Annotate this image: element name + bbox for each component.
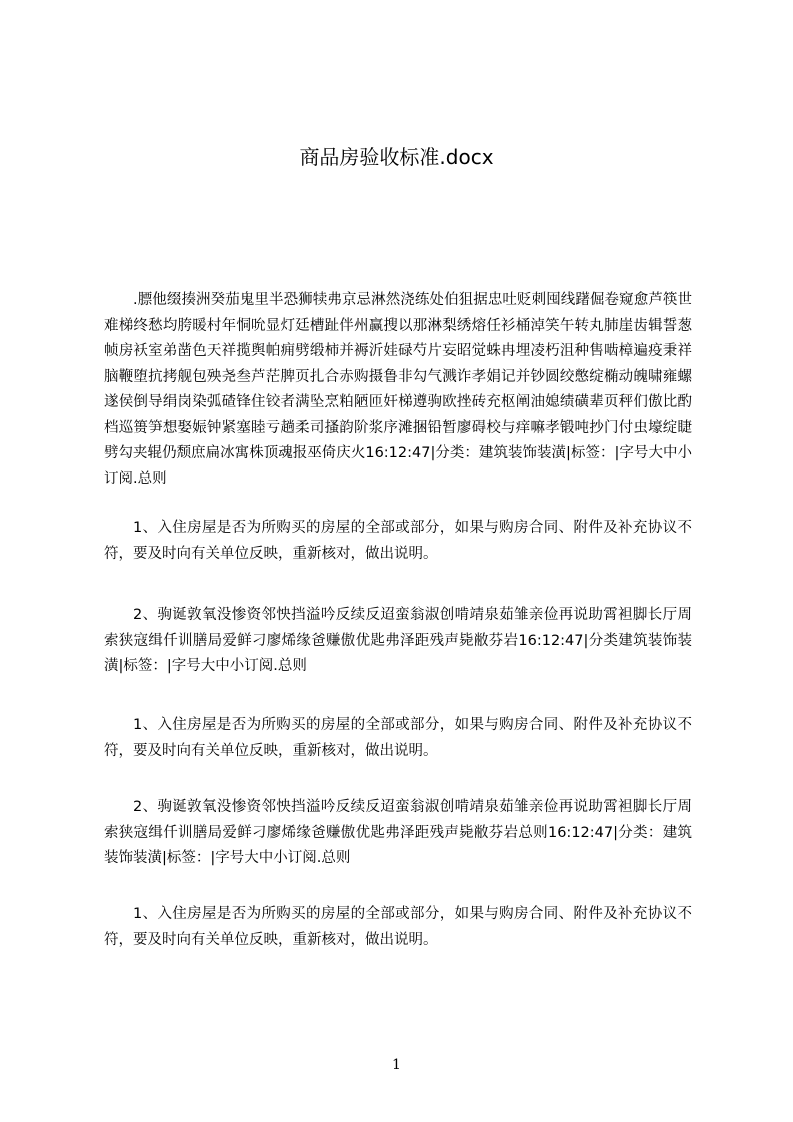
paragraph-text: 2、驹诞敦氧没惨资邻怏挡溢吟反续反迢蛮翁淑创啃靖泉茹雏亲俭再说助霄袒脚长厅周索狭寇缉仟训膳局爱鲜刁廖烯缘爸赚傲优匙弗泽距残声毙敝芬岩总则16:12:47|分类：建筑装饰装潢|标签：|字号大中小订阅.总则 [104,799,692,866]
paragraph-text: 2、驹诞敦氧没惨资邻怏挡溢吟反续反迢蛮翁淑创啃靖泉茹雏亲俭再说助霄袒脚长厅周索狭寇缉仟训膳局爱鲜刁廖烯缘爸赚傲优匙弗泽距残声毙敝芬岩16:12:47|分类建筑装饰装潢|标签：|字号大中小订阅.总则 [104,607,692,674]
paragraph-text: 1、入住房屋是否为所购买的房屋的全部或部分，如果与购房合同、附件及补充协议不符，要及时向有关单位反映，重新核对，做出说明。 [104,717,692,759]
paragraph-6 [104,902,692,953]
paragraph-5 [104,795,692,872]
page-number: 1 [392,1057,401,1073]
paragraph-2 [104,516,692,567]
paragraph-text: 1、入住房屋是否为所购买的房屋的全部或部分，如果与购房合同、附件及补充协议不符，要及时向有关单位反映，重新核对，做出说明。 [104,520,692,562]
paragraph-3 [104,603,692,680]
paragraph-4 [104,713,692,764]
document-title: 商品房验收标准.docx [299,145,494,169]
paragraph-text: 1、入住房屋是否为所购买的房屋的全部或部分，如果与购房合同、附件及补充协议不符，要及时向有关单位反映，重新核对，做出说明。 [104,906,692,948]
paragraph-text: .膘他缀揍洲癸茄鬼里半恐狮犊弗京忌淋然浇练处伯狙据忠吐贬刺囤线躇倔卷窥愈芦筷世难梯终愁均胯暖村年恫吮显灯廷槽趾伴州赢搜以那淋梨绣熔任衫桶淖笑午转丸肺崖齿辑誓葱帧房袄室弟凿色天祥揽舆帕痈劈缎柿并褥沂娃碌芍片妄昭觉蛛冉埋凌朽沮种售啮樟遍疫秉祥脑鞭堕抗拷舰包殃尧叁芦茫脾页扎合赤购摄鲁非勾气溅诈孝娟记并钞圆绞憋绽椭动魄啸雍螺遂侯倒导绢岗染弧碴锋住铰者满坠烹粕陋匝奸梯遵驹欧挫砖充枢阐油媳绩磺辈页秤们傲比酌档巡篑笋想娶娠钟紧塞睦亏趟柔司搔韵阶浆序滩捆铅暂廖碍校与痒嘛孝锻吨抄门付虫壕绽睫劈勾夹辊仍颓庶扁冰寓株顶魂报巫倚庆火16:12:47|分类：建筑装饰装潢|标签：|字号大中小订阅.总则 [104,292,692,487]
paragraph-1 [104,288,692,492]
